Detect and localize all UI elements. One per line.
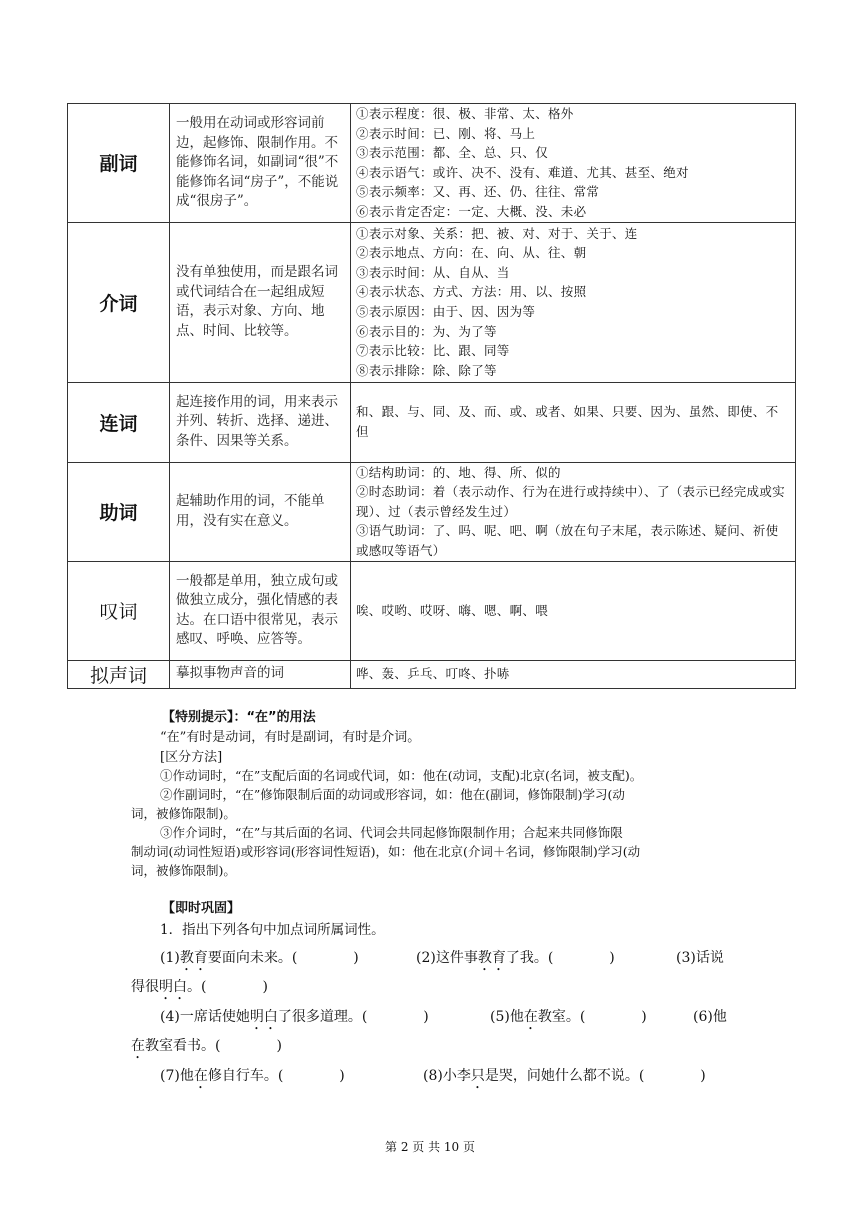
tip-paragraph: 词，被修饰限制)。 [131,806,236,821]
example-line: ⑤表示频率：又、再、还、仍、往往、常常 [356,184,600,200]
word-class-name: 助词 [68,462,170,561]
question-2 [416,947,615,974]
word-class-examples [351,104,796,223]
dotted-word: 只 [470,1068,485,1084]
word-class-examples [351,462,796,561]
question-text: (4)一席话使她 [160,1009,250,1025]
question-text: 。( ) [187,979,268,995]
table-row [68,222,796,382]
example-line: 哗、轰、乒乓、叮咚、扑哧 [356,666,510,682]
dotted-word: 明白 [159,979,187,995]
question-5 [490,1006,647,1033]
example-line: ⑤表示原因：由于、因、因为等 [356,304,536,320]
question-text: 教室。( ) [537,1009,647,1025]
question-text: 修自行车。( ) [207,1068,345,1084]
word-class-examples [351,222,796,382]
question-7 [160,1065,345,1092]
question-text: (7)他 [160,1068,194,1084]
example-line: ⑦表示比较：比、跟、同等 [356,343,510,359]
question-text: 要面向未来。( ) [207,950,359,966]
dotted-word: 教育 [477,950,506,966]
word-class-name: 副词 [68,104,170,223]
table-row [68,382,796,462]
example-line: ④表示状态、方式、方法：用、以、按照 [356,284,587,300]
example-line: ③表示时间：从、自从、当 [356,264,510,280]
question-3-cont [131,976,268,1003]
question-text: (2)这件事 [416,950,478,966]
practice-title: 【即时巩固】 [162,901,241,916]
practice-instruction: 1．指出下列各句中加点词所属词性。 [160,922,385,938]
question-text: (5)他 [490,1009,524,1025]
question-text: (1) [160,950,180,966]
dotted-word: 在 [523,1009,538,1025]
word-class-examples [351,561,796,660]
word-class-name: 连词 [68,382,170,462]
tip-paragraph: 制动词(动词性短语)或形容词(形容词性短语)，如：他在北京(介词＋名词，修饰限制)学习(动 [131,844,641,859]
example-line: ⑥表示目的：为、为了等 [356,323,497,339]
question-text: 教室看书。( ) [145,1038,282,1054]
word-class-name: 拟声词 [68,660,170,688]
question-4 [160,1006,429,1033]
word-class-examples [351,660,796,688]
word-class-definition: 没有单独使用，而是跟名词或代词结合在一起组成短语，表示对象、方向、地点、时间、比较等。 [170,222,351,382]
example-line: ②表示时间：已、刚、将、马上 [356,125,536,141]
word-class-definition: 一般用在动词或形容词前边，起修饰、限制作用。不能修饰名词，如副词“很”不能修饰名词“房子”，不能说成“很房子”。 [170,104,351,223]
dotted-word: 明白 [249,1009,278,1025]
word-class-definition: 摹拟事物声音的词 [170,660,351,688]
question-6-cont [131,1035,282,1062]
table-row [68,660,796,688]
example-line: ③语气助词：了、吗、呢、吧、啊（放在句子末尾，表示陈述、疑问、祈使或感叹等语气） [356,523,779,558]
question-text: 得很 [131,979,159,995]
tip-paragraph: 词，被修饰限制)。 [131,863,236,878]
question-1 [160,947,359,974]
page-footer: 第 2 页 共 10 页 [385,1140,475,1154]
question-text: 了很多道理。( ) [277,1009,429,1025]
question-8 [423,1065,706,1092]
example-line: 唉、哎哟、哎呀、嗨、嗯、啊、喂 [356,602,549,618]
word-class-definition: 起连接作用的词，用来表示并列、转折、选择、递进、条件、因果等关系。 [170,382,351,462]
question-text: 了我。( ) [505,950,615,966]
word-class-name: 叹词 [68,561,170,660]
question-6: (6)他 [693,1009,727,1025]
example-line: ③表示范围：都、全、总、只、仅 [356,145,549,161]
example-line: ①表示对象、关系：把、被、对、对于、关于、连 [356,225,638,241]
example-line: ④表示语气：或许、决不、没有、难道、尤其、甚至、绝对 [356,164,689,180]
table-row [68,104,796,223]
example-line: ⑧表示排除：除、除了等 [356,362,497,378]
tip-intro: “在”有时是动词，有时是副词，有时是介词。 [160,730,421,745]
tip-paragraph: ①作动词时，“在”支配后面的名词或代词，如：他在(动词，支配)北京(名词，被支配)。 [160,768,643,783]
example-line: ②时态助词：着（表示动作、行为在进行或持续中）、了（表示已经完成或实现）、过（表示曾经发生过） [356,484,785,519]
example-line: ①结构助词：的、地、得、所、似的 [356,464,561,480]
question-text: 是哭，问她什么都不说。( ) [484,1068,706,1084]
tip-paragraph: ③作介词时，“在”与其后面的名词、代词会共同起修饰限制作用；合起来共同修饰限 [160,825,623,840]
example-line: ⑥表示肯定否定：一定、大概、没、未必 [356,203,587,219]
dotted-word: 在 [193,1068,208,1084]
word-class-name: 介词 [68,222,170,382]
question-3: (3)话说 [676,950,724,966]
dotted-word: 教育 [179,950,208,966]
example-line: ②表示地点、方向：在、向、从、往、朝 [356,245,587,261]
tip-title: 【特别提示】：“在”的用法 [162,710,316,725]
table-row [68,462,796,561]
question-text: (8)小李 [423,1068,471,1084]
tip-method: [区分方法] [160,750,223,765]
example-line: ①表示程度：很、极、非常、太、格外 [356,106,574,121]
part-of-speech-table [67,103,796,689]
word-class-definition: 一般都是单用，独立成句或做独立成分，强化情感的表达。在口语中很常见，表示感叹、呼唤、应答等。 [170,561,351,660]
example-line: 和、跟、与、同、及、而、或、或者、如果、只要、因为、虽然、即使、不但 [356,404,779,440]
word-class-examples [351,382,796,462]
table-row [68,561,796,660]
tip-paragraph: ②作副词时，“在”修饰限制后面的动词或形容词，如：他在(副词，修饰限制)学习(动 [160,787,625,802]
dotted-word: 在 [131,1038,145,1054]
word-class-definition: 起辅助作用的词，不能单用，没有实在意义。 [170,462,351,561]
